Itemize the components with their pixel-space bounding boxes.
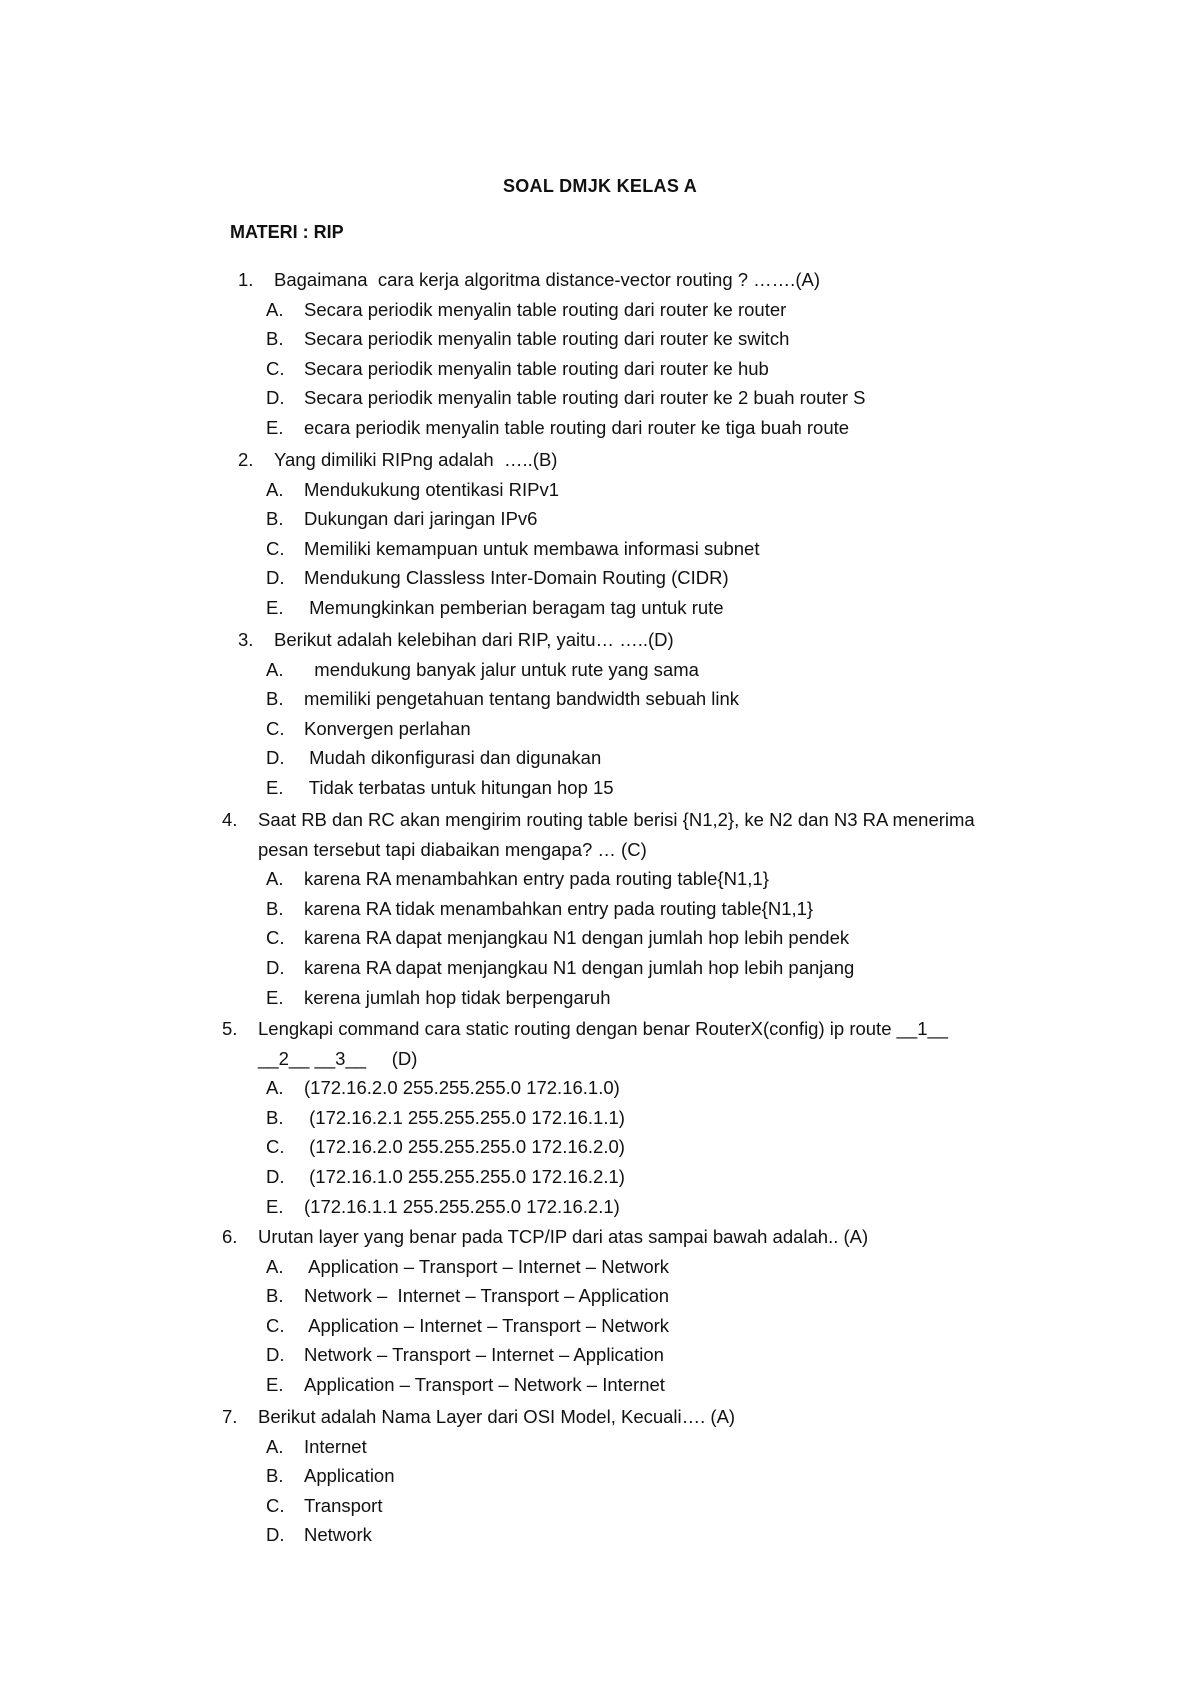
option-text: (172.16.2.1 255.255.255.0 172.16.1.1) (304, 1106, 625, 1128)
question-text-continuation: __2__ __3__ (D) (258, 1047, 418, 1069)
option-letter: B. (266, 1285, 284, 1307)
document-title: SOAL DMJK KELAS A (502, 176, 698, 196)
option-letter: B. (266, 897, 284, 919)
option-text: Application – Internet – Transport – Network (304, 1314, 670, 1336)
option-letter: D. (266, 747, 285, 769)
option-letter: D. (266, 567, 285, 589)
option-letter: A. (266, 868, 284, 890)
question-text: Lengkapi command cara static routing dengan benar RouterX(config) ip route __1__ (258, 1018, 949, 1039)
option-text: (172.16.1.0 255.255.255.0 172.16.2.1) (304, 1166, 625, 1187)
option-text: (172.16.2.0 255.255.255.0 172.16.2.0) (304, 1136, 625, 1158)
option-text: Network – Internet – Transport – Application (304, 1285, 670, 1307)
option-letter: D. (266, 1344, 285, 1366)
option-text: (172.16.2.0 255.255.255.0 172.16.1.0) (304, 1077, 620, 1099)
question-number: 6. (222, 1226, 238, 1247)
option-text: Secara periodik menyalin table routing dari router ke switch (304, 328, 790, 350)
option-letter: E. (266, 1374, 284, 1395)
option-text: ecara periodik menyalin table routing dari router ke tiga buah route (304, 417, 850, 438)
option-letter: C. (266, 357, 285, 379)
option-letter: A. (266, 298, 284, 320)
option-letter: A. (266, 1255, 284, 1277)
question-number: 4. (222, 809, 238, 830)
option-text: Transport (304, 1494, 383, 1516)
option-text: karena RA menambahkan entry pada routing table{N1,1} (304, 868, 769, 890)
option-letter: C. (266, 717, 285, 739)
option-text: Memiliki kemampuan untuk membawa informasi subnet (304, 537, 760, 559)
option-letter: D. (266, 387, 285, 409)
option-text: karena RA dapat menjangkau N1 dengan jumlah hop lebih panjang (304, 957, 855, 978)
option-letter: E. (266, 986, 284, 1008)
question-text: Berikut adalah Nama Layer dari OSI Model, Kecuali…. (A) (258, 1406, 736, 1427)
option-letter: C. (266, 1136, 285, 1158)
option-letter: D. (266, 1166, 285, 1187)
option-letter: A. (266, 1077, 284, 1099)
option-letter: B. (266, 688, 284, 710)
option-text: Mendukung Classless Inter-Domain Routing (CIDR) (304, 567, 729, 589)
option-text: Internet (304, 1435, 367, 1457)
question-number: 3. (238, 629, 254, 650)
option-text: Mudah dikonfigurasi dan digunakan (304, 747, 602, 769)
option-text: Memungkinkan pemberian beragam tag untuk rute (304, 597, 724, 618)
option-text: Application (304, 1465, 395, 1487)
option-letter: C. (266, 927, 285, 949)
option-letter: E. (266, 1195, 284, 1217)
option-text: mendukung banyak jalur untuk rute yang sama (304, 658, 699, 680)
question-number: 2. (238, 449, 254, 470)
option-text: memiliki pengetahuan tentang bandwidth sebuah link (304, 688, 740, 710)
option-text: Network (304, 1524, 372, 1546)
option-text: Secara periodik menyalin table routing dari router ke router (304, 298, 787, 320)
option-text: Konvergen perlahan (304, 717, 471, 739)
option-text: (172.16.1.1 255.255.255.0 172.16.2.1) (304, 1195, 620, 1217)
materi-heading: MATERI : RIP (230, 222, 344, 242)
question-text: Berikut adalah kelebihan dari RIP, yaitu… …..(D) (274, 629, 674, 650)
question-text: Urutan layer yang benar pada TCP/IP dari atas sampai bawah adalah.. (A) (258, 1226, 869, 1247)
option-text: Network – Transport – Internet – Application (304, 1344, 664, 1366)
option-letter: D. (266, 1524, 285, 1546)
question-text: Yang dimiliki RIPng adalah …..(B) (274, 449, 558, 470)
question-number: 7. (222, 1406, 238, 1427)
option-letter: B. (266, 508, 284, 530)
option-text: Application – Transport – Internet – Network (304, 1255, 670, 1277)
option-letter: A. (266, 478, 284, 500)
option-letter: E. (266, 777, 284, 798)
option-letter: E. (266, 417, 284, 438)
option-letter: A. (266, 1435, 284, 1457)
option-letter: C. (266, 537, 285, 559)
option-text: Dukungan dari jaringan IPv6 (304, 508, 538, 530)
option-text: Application – Transport – Network – Internet (304, 1374, 665, 1395)
option-text: karena RA dapat menjangkau N1 dengan jumlah hop lebih pendek (304, 927, 850, 949)
question-number: 5. (222, 1018, 238, 1039)
question-text: Saat RB dan RC akan mengirim routing table berisi {N1,2}, ke N2 dan N3 RA menerima (258, 809, 975, 830)
option-letter: D. (266, 957, 285, 978)
option-text: Secara periodik menyalin table routing dari router ke hub (304, 357, 769, 379)
option-letter: C. (266, 1314, 285, 1336)
option-letter: B. (266, 1465, 284, 1487)
option-text: kerena jumlah hop tidak berpengaruh (304, 986, 611, 1008)
option-text: Mendukukung otentikasi RIPv1 (304, 478, 560, 500)
option-letter: B. (266, 1106, 284, 1128)
option-letter: A. (266, 658, 284, 680)
option-letter: E. (266, 597, 284, 618)
option-text: karena RA tidak menambahkan entry pada routing table{N1,1} (304, 897, 814, 919)
question-number: 1. (238, 269, 254, 290)
option-letter: C. (266, 1494, 285, 1516)
option-text: Secara periodik menyalin table routing dari router ke 2 buah router S (304, 387, 866, 409)
question-text: Bagaimana cara kerja algoritma distance-vector routing ? …….(A) (274, 269, 820, 290)
question-text-continuation: pesan tersebut tapi diabaikan mengapa? … (C) (258, 838, 647, 860)
option-text: Tidak terbatas untuk hitungan hop 15 (304, 777, 614, 798)
option-letter: B. (266, 328, 284, 350)
